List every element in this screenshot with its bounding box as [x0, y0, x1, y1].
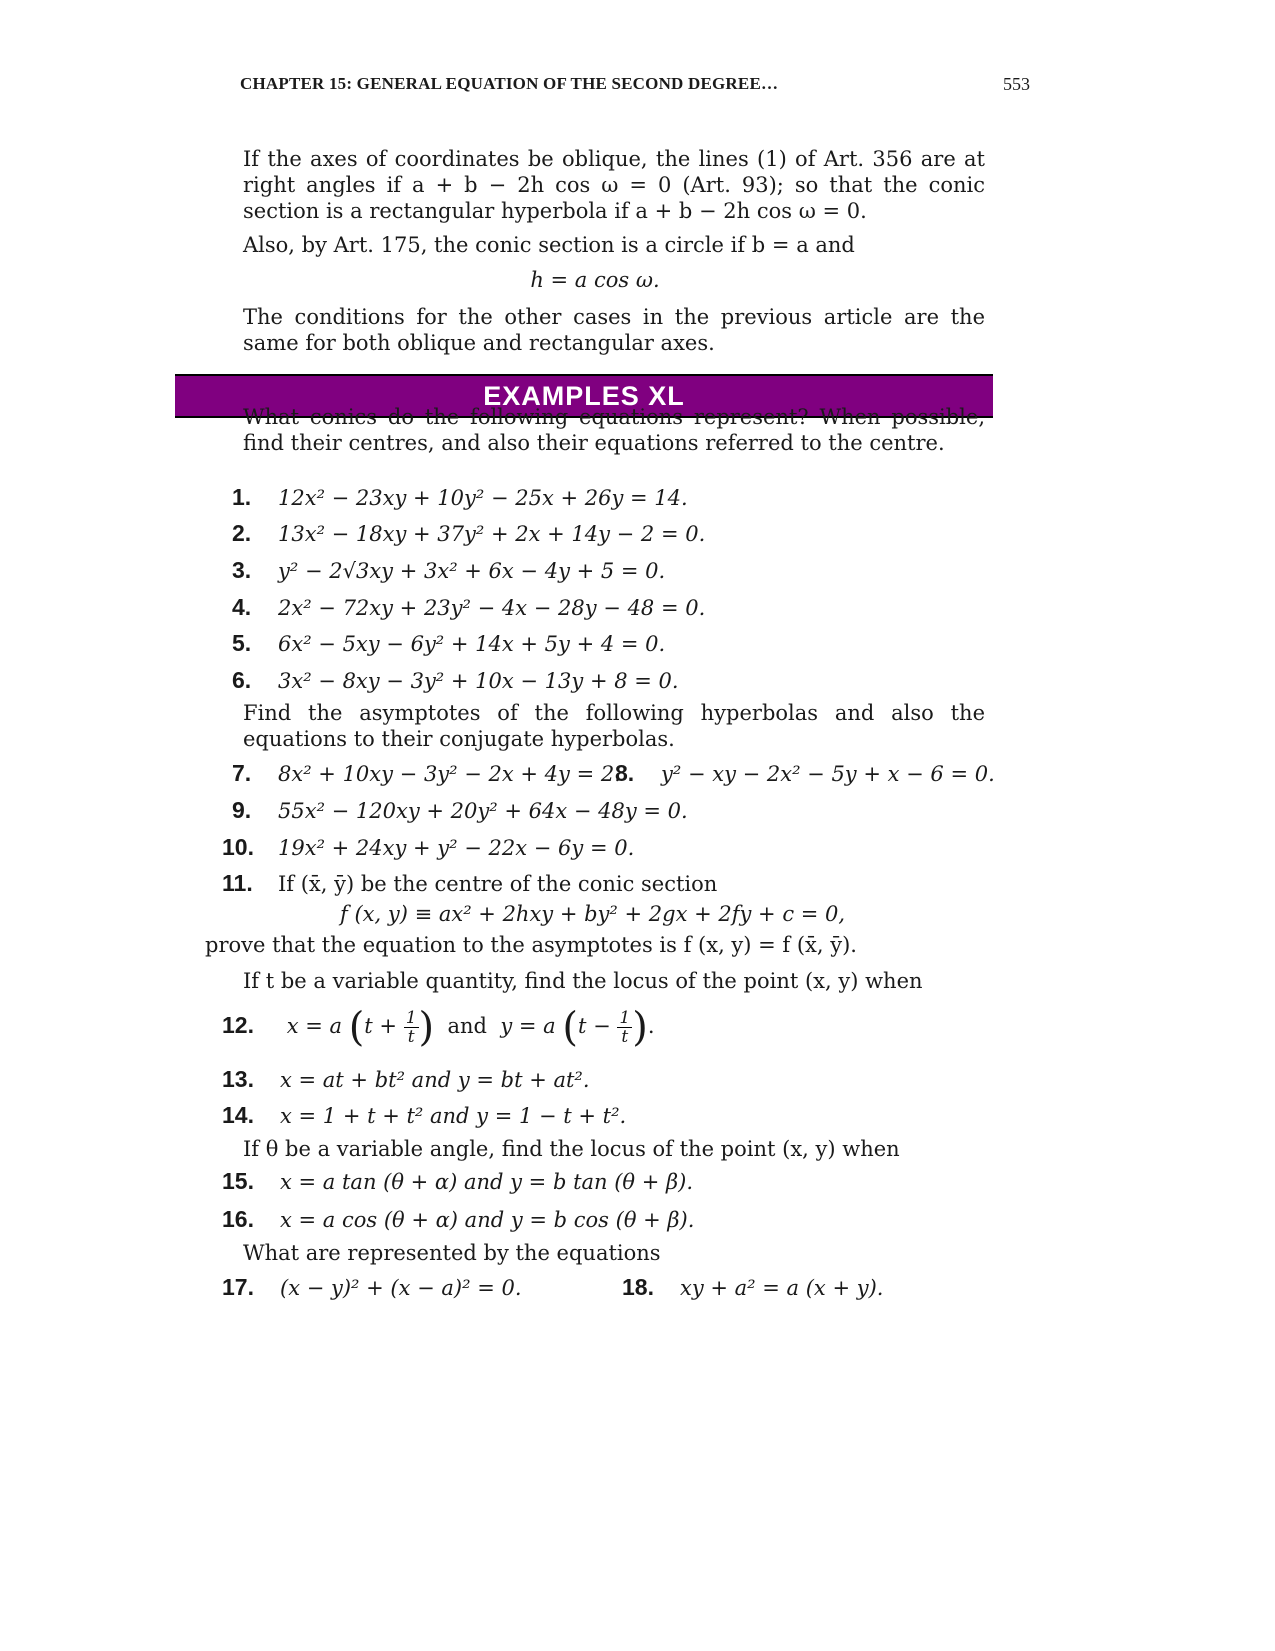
x-lhs: x = a	[286, 1014, 342, 1038]
intro-paragraph-3	[205, 304, 985, 356]
example-16	[222, 1206, 694, 1233]
example-9	[232, 797, 688, 824]
example-number: 5.	[232, 630, 252, 656]
example-number: 17.	[222, 1274, 254, 1300]
represented-intro-text: What are represented by the equations	[243, 1241, 661, 1265]
example-number: 9.	[232, 797, 252, 823]
example-equation: 6x² − 5xy − 6y² + 14x + 5y + 4 = 0.	[278, 632, 666, 656]
example-11-conclusion	[205, 932, 985, 958]
numerator: 1	[619, 1008, 631, 1028]
example-number: 13.	[222, 1066, 254, 1092]
conic-section-equation: f (x, y) ≡ ax² + 2hxy + by² + 2gx + 2fy + c = 0,	[340, 902, 846, 926]
example-equation: 3x² − 8xy − 3y² + 10x − 13y + 8 = 0.	[278, 669, 679, 693]
example-equation: 19x² + 24xy + y² − 22x − 6y = 0.	[278, 836, 635, 860]
example-equation: (x − y)² + (x − a)² = 0.	[280, 1276, 522, 1300]
example-11-equation	[340, 902, 845, 926]
example-equation: 55x² − 120xy + 20y² + 64x − 48y = 0.	[278, 799, 688, 823]
right-paren: )	[632, 1004, 648, 1051]
right-paren: )	[418, 1004, 435, 1051]
example-11-conclusion-text: prove that the equation to the asymptotes is f (x, y) = f (x̄, ȳ).	[205, 933, 857, 957]
t-minus: t −	[578, 1014, 611, 1038]
locus-t-intro	[205, 968, 985, 994]
examples-question-intro	[205, 404, 985, 456]
denominator: t	[621, 1027, 629, 1047]
period: .	[647, 1014, 655, 1038]
intro-paragraph-2-text: Also, by Art. 175, the conic section is a circle if b = a and	[243, 233, 855, 257]
example-number: 18.	[622, 1274, 654, 1300]
intro-paragraph-1	[205, 146, 985, 224]
example-equation: y² − 2√3xy + 3x² + 6x − 4y + 5 = 0.	[278, 559, 666, 583]
example-2	[232, 520, 705, 547]
example-equation: x = a cos (θ + α) and y = b cos (θ + β).	[280, 1208, 695, 1232]
example-number: 2.	[232, 520, 252, 546]
example-number: 10.	[222, 834, 254, 860]
y-lhs: y = a	[500, 1014, 556, 1038]
example-15	[222, 1168, 693, 1195]
asymptotes-intro	[205, 700, 985, 752]
intro-paragraph-3-text: The conditions for the other cases in the previous article are the same for both oblique and rectangular axes.	[243, 305, 985, 355]
example-4	[232, 594, 705, 621]
denominator: t	[407, 1027, 415, 1047]
example-11	[222, 870, 717, 897]
chapter-title: CHAPTER 15: GENERAL EQUATION OF THE SECOND DEGREE…	[240, 74, 779, 93]
intro-paragraph-2	[205, 232, 985, 258]
t-plus: t +	[364, 1014, 398, 1038]
example-number: 16.	[222, 1206, 254, 1232]
numerator: 1	[405, 1008, 417, 1028]
example-number: 3.	[232, 557, 252, 583]
example-equation: 2x² − 72xy + 23y² − 4x − 28y − 48 = 0.	[278, 596, 706, 620]
locus-theta-intro-text: If θ be a variable angle, find the locus of the point (x, y) when	[243, 1137, 900, 1161]
example-equation: 12x² − 23xy + 10y² − 25x + 26y = 14.	[278, 486, 688, 510]
example-10	[222, 834, 634, 861]
intro-paragraph-1-text: If the axes of coordinates be oblique, the lines (1) of Art. 356 are at right angles if a + b − 2h cos ω = 0 (Art. 93); so that the conic section is a rectangular hyperbola if a + b − 2h cos ω = 0.	[243, 147, 985, 223]
example-14	[222, 1102, 626, 1129]
example-number: 15.	[222, 1168, 254, 1194]
left-paren: (	[562, 1004, 578, 1051]
examples-banner: EXAMPLES XL	[175, 376, 993, 416]
example-6	[232, 667, 679, 694]
example-number: 12.	[222, 1012, 254, 1038]
example-equation: x = a tan (θ + α) and y = b tan (θ + β).	[280, 1170, 694, 1194]
example-number: 1.	[232, 484, 252, 510]
example-5	[232, 630, 665, 657]
example-text: If (x̄, ȳ) be the centre of the conic section	[278, 872, 718, 896]
and-word: and	[447, 1014, 487, 1038]
example-number: 14.	[222, 1102, 254, 1128]
example-8	[615, 760, 995, 787]
example-equation: x = at + bt² and y = bt + at².	[280, 1068, 590, 1092]
example-18	[622, 1274, 883, 1301]
example-number: 11.	[222, 870, 253, 896]
fraction-one-over-t	[617, 1009, 632, 1046]
example-7	[232, 760, 621, 787]
example-number: 6.	[232, 667, 252, 693]
example-number: 8.	[615, 760, 635, 786]
example-number: 7.	[232, 760, 252, 786]
example-equation: x = 1 + t + t² and y = 1 − t + t².	[280, 1104, 627, 1128]
page-number: 553	[1003, 74, 1030, 94]
example-12	[222, 1000, 655, 1050]
example-3	[232, 557, 665, 584]
example-equation: xy + a² = a (x + y).	[680, 1276, 884, 1300]
left-paren: (	[348, 1004, 365, 1051]
locus-theta-intro	[205, 1136, 985, 1162]
example-17	[222, 1274, 522, 1301]
example-13	[222, 1066, 590, 1093]
locus-t-intro-text: If t be a variable quantity, find the locus of the point (x, y) when	[243, 969, 923, 993]
example-equation: 13x² − 18xy + 37y² + 2x + 14y − 2 = 0.	[278, 522, 706, 546]
examples-question-intro-text: What conics do the following equations represent? When possible, find their centres, and also their equations referred to the centre.	[243, 405, 985, 455]
example-1	[232, 484, 688, 511]
represented-intro	[205, 1240, 985, 1266]
example-equation: 8x² + 10xy − 3y² − 2x + 4y = 2.	[278, 762, 621, 786]
fraction-one-over-t	[404, 1009, 419, 1046]
asymptotes-intro-text: Find the asymptotes of the following hyperbolas and also the equations to their conjugate hyperbolas.	[243, 701, 985, 751]
page-header	[240, 74, 1030, 100]
example-equation: y² − xy − 2x² − 5y + x − 6 = 0.	[661, 762, 995, 786]
example-number: 4.	[232, 594, 252, 620]
circle-condition-equation: h = a cos ω.	[530, 268, 660, 292]
